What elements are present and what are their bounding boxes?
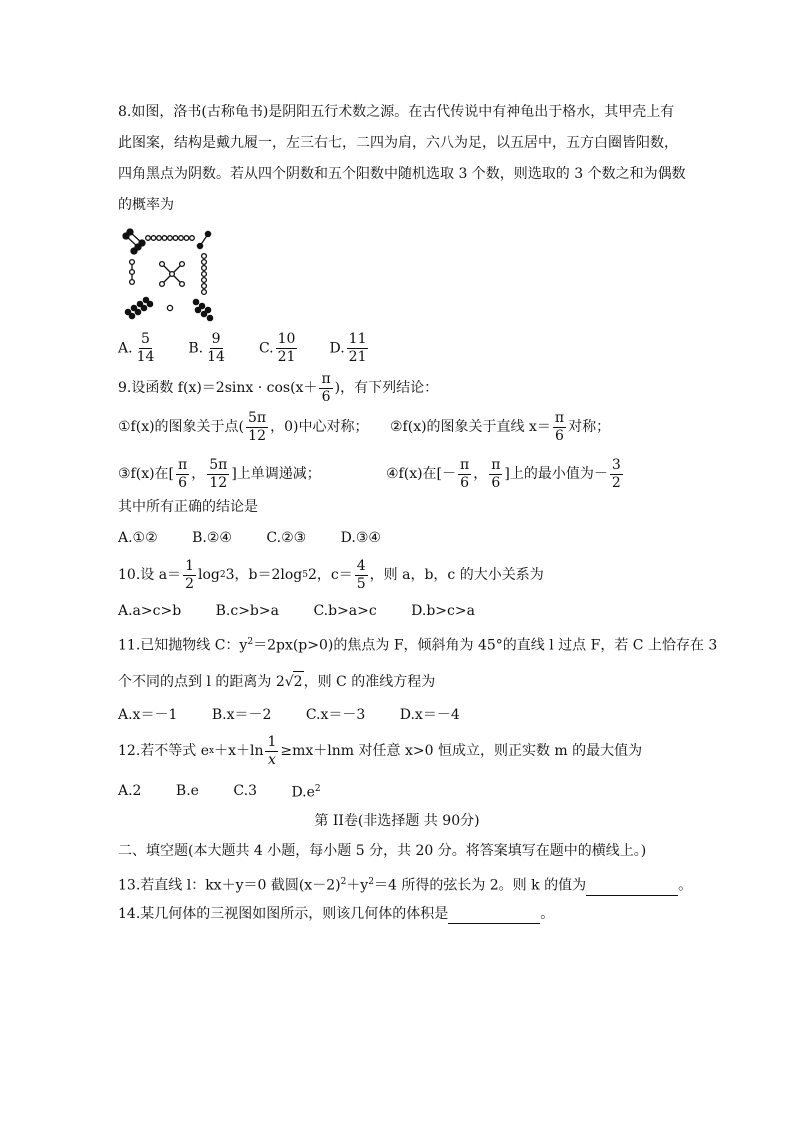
luoshu-diagram [120, 226, 216, 322]
denominator: 2 [611, 474, 621, 491]
q9-stem-text: 9.设函数 f(x)＝2sinx · cos(x＋ [118, 380, 318, 396]
fraction [610, 457, 623, 492]
numerator: 5π [209, 456, 228, 473]
q12-option-c[interactable]: C.3 [233, 782, 257, 799]
c3-text: ③f(x)在[ [118, 466, 175, 482]
fraction [458, 457, 471, 492]
superscript: 2 [368, 877, 374, 887]
q9-conclusions-row2 [118, 452, 678, 496]
option-label: C. [258, 340, 274, 356]
q11-options [118, 705, 490, 725]
fraction [207, 457, 229, 492]
c4-text: ④f(x)在[－ [386, 466, 457, 482]
c4-text-mid: ]上的最小值为－ [504, 466, 608, 482]
fraction [265, 734, 278, 769]
q12-option-d[interactable] [291, 779, 320, 803]
q14-answer-blank[interactable] [448, 909, 540, 924]
q12-text-end: ≥mx＋lnm 对任意 x>0 恒成立，则正实数 m 的最大值为 [280, 743, 643, 759]
q10-text-end: ，则 a，b，c 的大小关系为 [369, 567, 544, 583]
q12-stem [118, 729, 642, 773]
numerator: 4 [356, 557, 366, 574]
superscript: x [209, 746, 215, 756]
denominator: 5 [356, 575, 366, 592]
denominator: 21 [277, 348, 296, 365]
superscript: 2 [247, 637, 254, 647]
q12-text: 12.若不等式 e [118, 743, 209, 759]
denominator: 12 [209, 474, 228, 491]
q10-log-base-b: 5 [302, 570, 308, 580]
superscript: 2 [314, 784, 321, 794]
fraction [205, 331, 227, 366]
q9-conclusions-row1 [118, 405, 678, 449]
fraction [489, 457, 502, 492]
q11-text-b: ＝2px(p>0)的焦点为 F，倾斜角为 45°的直线 l 过点 F，若 C 上恰存在 3 [253, 637, 718, 654]
numerator: π [460, 456, 470, 473]
fraction [246, 410, 268, 445]
denominator: 6 [460, 474, 470, 491]
q10-stem [118, 553, 544, 597]
q10-log-base: 2 [219, 570, 226, 580]
fraction [319, 371, 332, 406]
numerator: π [321, 370, 331, 387]
denominator: 6 [321, 388, 331, 405]
q10-options [118, 601, 505, 621]
superscript: 2 [340, 877, 347, 887]
denominator: 6 [491, 474, 501, 491]
option-label: A. [118, 340, 133, 356]
fraction [355, 558, 368, 593]
q9-option-a[interactable]: A.①② [118, 530, 158, 546]
q12-option-a[interactable]: A.2 [118, 782, 142, 799]
q13-text: 13.若直线 l：kx＋y＝0 截圆(x－2) [118, 877, 341, 894]
q9-stem-text-end: )，有下列结论： [334, 380, 439, 396]
denominator: 6 [178, 474, 188, 491]
q12-text-b: ＋x＋ln [214, 743, 264, 759]
numerator: 11 [348, 330, 367, 347]
q11-line1 [118, 632, 717, 656]
q11-line2 [118, 671, 435, 692]
denominator: 6 [555, 427, 564, 444]
option-label: D. [329, 340, 345, 356]
fraction [176, 457, 189, 492]
q11-option-c[interactable]: C.x＝－3 [305, 707, 366, 723]
q8-line1: 8.如图，洛书(古称龟书)是阴阳五行术数之源。在古代传说中有神龟出于格水，其甲壳上有 [118, 104, 675, 120]
section-2-title: 第 II卷(非选择题 共 90分) [314, 813, 480, 829]
q12-options [118, 779, 351, 803]
fraction [553, 410, 566, 445]
q9-option-c[interactable]: C.②③ [266, 530, 307, 546]
q10-log: log [197, 567, 220, 583]
denominator: 12 [248, 427, 266, 444]
q10-option-d[interactable]: D.b>c>a [411, 603, 475, 619]
denominator: x [267, 751, 276, 768]
q12-option-b[interactable]: B.e [175, 782, 199, 799]
q8-line3: 四角黑点为阴数。若从四个阴数和五个阳数中随机选取 3 个数，则选取的 3 个数之和为偶数 [118, 166, 686, 182]
fraction [347, 331, 369, 366]
denominator: 14 [207, 348, 225, 365]
q13-text-b: ＋y [346, 877, 369, 894]
q8-option-c[interactable] [259, 331, 300, 366]
denominator: 2 [185, 575, 194, 592]
q9-options [118, 528, 411, 548]
q10-text-b: 3，b＝2log [225, 567, 303, 583]
q10-text-c: 2，c＝ [307, 567, 353, 583]
c2-text: ②f(x)的图象关于直线 x＝ [390, 419, 551, 435]
fraction [276, 331, 298, 366]
q11-text: 11.已知抛物线 C：y [118, 637, 248, 654]
q9-stem [118, 366, 438, 410]
q8-option-b[interactable] [188, 331, 229, 366]
q9-conclusion-2 [390, 410, 610, 445]
q10-option-a[interactable]: A.a>c>b [118, 603, 182, 619]
numerator: π [491, 456, 501, 473]
option-text: D.e [291, 784, 315, 801]
q9-conclusion-3 [118, 457, 386, 492]
q11-option-b[interactable]: B.x＝－2 [211, 707, 272, 723]
q8-option-d[interactable] [329, 331, 370, 366]
numerator: 5 [141, 330, 150, 347]
numerator: 1 [267, 733, 277, 750]
q10-text: 10.设 a＝ [118, 567, 182, 583]
q9-option-d[interactable]: D.③④ [340, 530, 381, 546]
q13-stem [118, 872, 692, 896]
q9-option-b[interactable]: B.②④ [192, 530, 232, 546]
q13-text-c: ＝4 所得的弦长为 2。则 k 的值为 [373, 877, 587, 894]
part-2-heading: 二、填空题(本大题共 4 小题，每小题 5 分，共 20 分。将答案填写在题中的横线上。) [118, 843, 647, 859]
q8-options [118, 326, 400, 370]
denominator: 21 [348, 348, 367, 365]
q9-conclusion-4 [386, 457, 625, 492]
q10-option-b[interactable]: B.c>b>a [215, 603, 279, 619]
sqrt-radicand: 2 [293, 671, 304, 692]
c1-text: ①f(x)的图象关于点( [118, 419, 245, 435]
denominator: 14 [136, 348, 155, 365]
q9-ask: 其中所有正确的结论是 [118, 499, 258, 515]
q11-text-c: 个不同的点到 l 的距离为 2 [118, 674, 285, 690]
fraction [135, 331, 157, 366]
q14-stem [118, 904, 554, 924]
q11-option-a[interactable]: A.x＝－1 [118, 707, 178, 723]
q13-answer-blank[interactable] [586, 881, 678, 896]
numerator: 10 [277, 330, 296, 347]
q8-option-a[interactable] [118, 331, 158, 366]
numerator: π [178, 456, 188, 473]
q10-option-c[interactable]: C.b>a>c [313, 603, 377, 619]
numerator: 3 [611, 456, 621, 473]
c4-comma: ， [473, 466, 488, 482]
q9-conclusion-1 [118, 410, 390, 445]
c3-text-end: ]上单调递减； [231, 466, 321, 482]
c3-comma: ， [191, 466, 206, 482]
numerator: 1 [185, 557, 194, 574]
numerator: π [554, 409, 565, 426]
numerator: 5π [248, 409, 267, 426]
q11-text-d: ，则 C 的准线方程为 [303, 674, 436, 690]
q11-option-d[interactable]: D.x＝－4 [399, 707, 460, 723]
fraction [183, 558, 196, 593]
q8-line4: 的概率为 [118, 197, 174, 213]
c1-text-end: ，0)中心对称； [270, 419, 369, 435]
option-label: B. [188, 340, 204, 356]
q14-text: 14.某几何体的三视图如图所示，则该几何体的体积是 [118, 906, 449, 922]
c2-text-end: 对称； [568, 419, 611, 435]
numerator: 9 [211, 330, 221, 347]
q8-line2: 此图案，结构是戴九履一，左三右七，二四为肩，六八为足，以五居中，五方白圈皆阳数， [118, 135, 678, 151]
q14-period: 。 [540, 906, 555, 922]
q13-period: 。 [678, 877, 693, 894]
sqrt-sign: √ [284, 674, 294, 690]
